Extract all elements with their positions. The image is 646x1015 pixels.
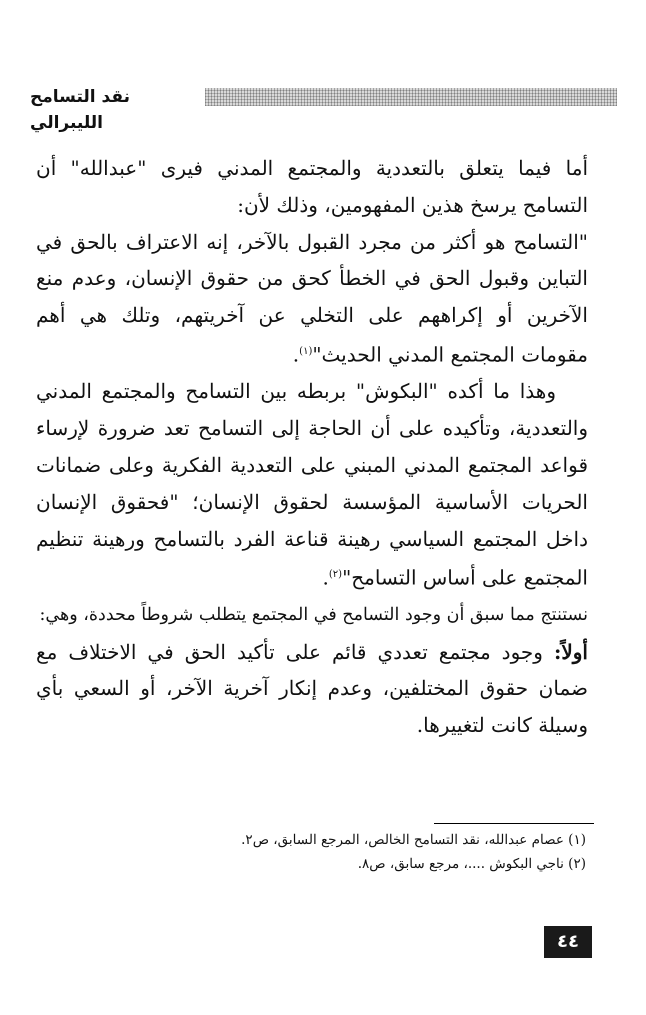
quote-text: "التسامح هو أكثر من مجرد القبول بالآخر، إنه الاعتراف بالحق في التباين وقبول الحق في الخطأ كحق من حقوق الإنسان، وعدم منع الآخرين أو إكراههم على التخلي عن آخريتهم، وتلك هي أهم مقومات المجتمع المدني الحديث"	[36, 229, 588, 367]
page-body	[36, 150, 588, 744]
paragraph-3-text: وهذا ما أكده "البكوش" بربطه بين التسامح والمجتمع المدني والتعددية، وتأكيده على أن الحاجة إلى التسامح تعد ضرورة لإرساء قواعد المجتمع المدني المبني على التعددية الفكرية وعلى ضمانات الحريات الأساسية المؤسسة لحقوق الإنسان؛ "فحقوق الإنسان داخل المجتمع السياسي رهينة قناعة الفرد بالتسامح ورهينة تنظيم المجتمع على أساس التسامح"	[36, 379, 589, 591]
footnote-1: (١) عصام عبدالله، نقد التسامح الخالص، المرجع السابق، ص٢.	[241, 832, 586, 848]
footnote-divider	[434, 823, 594, 824]
paragraph-4-text: نستنتج مما سبق أن وجود التسامح في المجتمع يتطلب شروطاً محددة، وهي:	[39, 604, 588, 625]
footnote-2: (٢) ناجي البكوش ....، مرجع سابق، ص٨.	[357, 856, 586, 872]
running-header	[30, 84, 596, 133]
footnote-ref-1: (١)	[299, 345, 313, 357]
paragraph-3	[36, 373, 588, 596]
header-decorative-band	[205, 88, 617, 106]
paragraph-1-text: أما فيما يتعلق بالتعددية والمجتمع المدني فيرى "عبدالله" أن التسامح يرسخ هذين المفهومين، وذلك لأن:	[36, 156, 588, 217]
quote-paragraph	[36, 224, 588, 374]
paragraph-5-text: وجود مجتمع تعددي قائم على تأكيد الحق في الاختلاف مع ضمان حقوق المختلفين، وعدم إنكار آخرية الآخر، أو السعي بأي وسيلة كانت لتغييرها.	[36, 639, 588, 738]
quote-tail: .	[292, 342, 300, 367]
footnote-ref-2: (٢)	[328, 569, 343, 581]
page-number: ٤٤	[544, 926, 592, 958]
paragraph-3-tail: .	[322, 566, 329, 591]
paragraph-1	[36, 150, 588, 224]
paragraph-5	[36, 634, 588, 744]
running-header-title: نقد التسامح الليبرالي	[30, 87, 130, 133]
condition-lead: أولاً:	[553, 639, 588, 664]
footnotes	[66, 828, 586, 876]
paragraph-4	[36, 597, 588, 634]
